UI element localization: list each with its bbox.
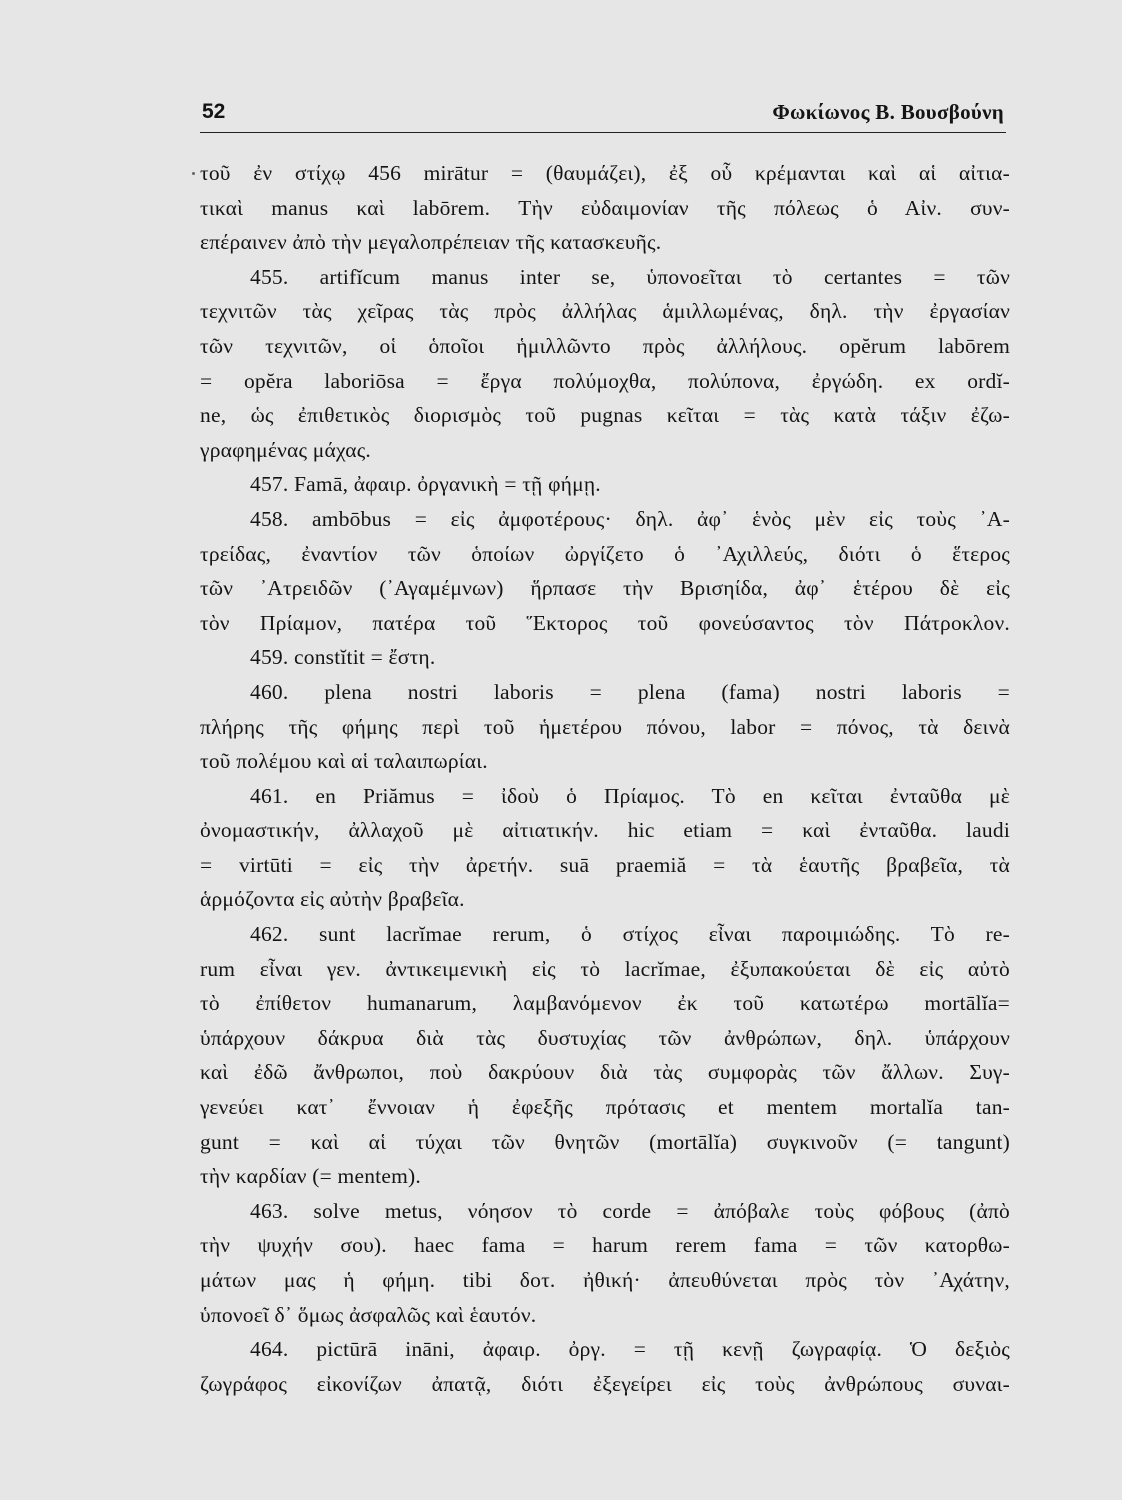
text-line: rum εἶναι γεν. ἀντικειμενικὴ εἰς τὸ lacrĭmae, ἐξυπακούεται δὲ εἰς αὐτὸ	[200, 956, 1010, 981]
running-head	[200, 98, 1006, 133]
text-line: καὶ ἐδῶ ἄνθρωποι, ποὺ δακρύουν διὰ τὰς συμφορὰς τῶν ἄλλων. Συγ-	[200, 1060, 1010, 1085]
running-head-author: Φωκίωνος Β. Βουσβούνη	[772, 100, 1004, 124]
text-line: επέραινεν ἀπὸ τὴν μεγαλοπρέπειαν τῆς κατασκευῆς.	[200, 230, 662, 255]
text-line: ὑπονοεῖ δ᾿ ὅμως ἀσφαλῶς καὶ ἑαυτόν.	[200, 1302, 537, 1327]
commentary-text	[200, 156, 1010, 1401]
text-line: 463. solve metus, νόησον τὸ corde = ἀπόβαλε τοὺς φόβους (ἀπὸ	[250, 1198, 1010, 1223]
text-line: τοῦ πολέμου καὶ αἱ ταλαιπωρίαι.	[200, 749, 488, 774]
text-line: τῶν τεχνιτῶν, οἱ ὁποῖοι ἡμιλλῶντο πρὸς ἀλλήλους. opĕrum labōrem	[200, 333, 1010, 358]
text-line: τρείδας, ἐναντίον τῶν ὁποίων ὠργίζετο ὁ ᾿Αχιλλεύς, διότι ὁ ἕτερος	[200, 541, 1010, 566]
text-line: gunt = καὶ αἱ τύχαι τῶν θνητῶν (mortālĭa) συγκινοῦν (= tangunt)	[200, 1129, 1010, 1154]
text-line: 459. constĭtit = ἔστη.	[250, 645, 436, 670]
text-line: 458. ambōbus = εἰς ἀμφοτέρους· δηλ. ἀφ᾿ ἑνὸς μὲν εἰς τοὺς ᾿Α-	[250, 506, 1010, 531]
text-line: 464. pictūrā ināni, ἀφαιρ. ὀργ. = τῇ κενῇ ζωγραφίᾳ. Ὁ δεξιὸς	[250, 1337, 1010, 1362]
text-line: μάτων μας ἡ φήμη. tibi δοτ. ἠθική· ἀπευθύνεται πρὸς τὸν ᾿Αχάτην,	[200, 1268, 1010, 1292]
page-number: 52	[202, 100, 226, 123]
text-line: 457. Famā, ἀφαιρ. ὀργανικὴ = τῇ φήμῃ.	[250, 472, 601, 497]
text-line: 455. artifĭcum manus inter se, ὑπονοεῖται τὸ certantes = τῶν	[250, 264, 1010, 289]
margin-speck	[192, 172, 195, 175]
text-line: τῶν ᾿Ατρειδῶν (᾿Αγαμέμνων) ἥρπασε τὴν Βρισηίδα, ἀφ᾿ ἑτέρου δὲ εἰς	[200, 576, 1010, 601]
text-line: ὑπάρχουν δάκρυα διὰ τὰς δυστυχίας τῶν ἀνθρώπων, δηλ. ὑπάρχουν	[200, 1025, 1010, 1050]
text-line: τὸν Πρίαμον, πατέρα τοῦ Ἕκτορος τοῦ φονεύσαντος τὸν Πάτροκλον.	[200, 610, 1010, 635]
text-line: ἁρμόζοντα εἰς αὐτὴν βραβεῖα.	[200, 887, 465, 912]
text-line: τὴν καρδίαν (= mentem).	[200, 1164, 421, 1189]
text-line: τὴν ψυχήν σου). haec fama = harum rerem fama = τῶν κατορθω-	[200, 1233, 1010, 1258]
text-line: ζωγράφος εἰκονίζων ἀπατᾷ, διότι ἐξεγείρει εἰς τοὺς ἀνθρώπους συναι-	[200, 1371, 1010, 1396]
text-line: = virtūti = εἰς τὴν ἀρετήν. suā praemiă = τὰ ἑαυτῆς βραβεῖα, τὰ	[200, 852, 1010, 877]
text-line: πλήρης τῆς φήμης περὶ τοῦ ἡμετέρου πόνου, labor = πόνος, τὰ δεινὰ	[200, 714, 1010, 739]
text-line: γενεύει κατ᾿ ἔννοιαν ἡ ἐφεξῆς πρότασις et mentem mortalĭa tan-	[200, 1095, 1010, 1120]
text-line: 460. plena nostri laboris = plena (fama) nostri laboris =	[250, 679, 1010, 704]
text-line: τὸ ἐπίθετον humanarum, λαμβανόμενον ἐκ τοῦ κατωτέρω mortālĭa=	[200, 991, 1010, 1016]
text-line: τοῦ ἐν στίχῳ 456 mirātur = (θαυμάζει), ἐξ οὗ κρέμανται καὶ αἱ αἰτια-	[200, 161, 1010, 185]
text-line: ne, ὡς ἐπιθετικὸς διορισμὸς τοῦ pugnas κεῖται = τὰς κατὰ τάξιν ἐζω-	[200, 403, 1010, 428]
text-line: = opĕra laboriōsa = ἔργα πολύμοχθα, πολύπονα, ἐργώδη. ex ordĭ-	[200, 368, 1010, 393]
text-line: ὀνομαστικήν, ἀλλαχοῦ μὲ αἰτιατικήν. hic etiam = καὶ ἐνταῦθα. laudi	[200, 818, 1010, 843]
text-line: τεχνιτῶν τὰς χεῖρας τὰς πρὸς ἀλλήλας ἁμιλλωμένας, δηλ. τὴν ἐργασίαν	[200, 299, 1010, 324]
text-line: γραφημένας μάχας.	[200, 437, 371, 462]
text-line: 461. en Priămus = ἰδοὺ ὁ Πρίαμος. Τὸ en κεῖται ἐνταῦθα μὲ	[250, 783, 1010, 808]
text-line: 462. sunt lacrĭmae rerum, ὁ στίχος εἶναι παροιμιώδης. Τὸ re-	[250, 922, 1010, 947]
text-line: τικαὶ manus καὶ labōrem. Τὴν εὐδαιμονίαν τῆς πόλεως ὁ Αἰν. συν-	[200, 195, 1010, 220]
